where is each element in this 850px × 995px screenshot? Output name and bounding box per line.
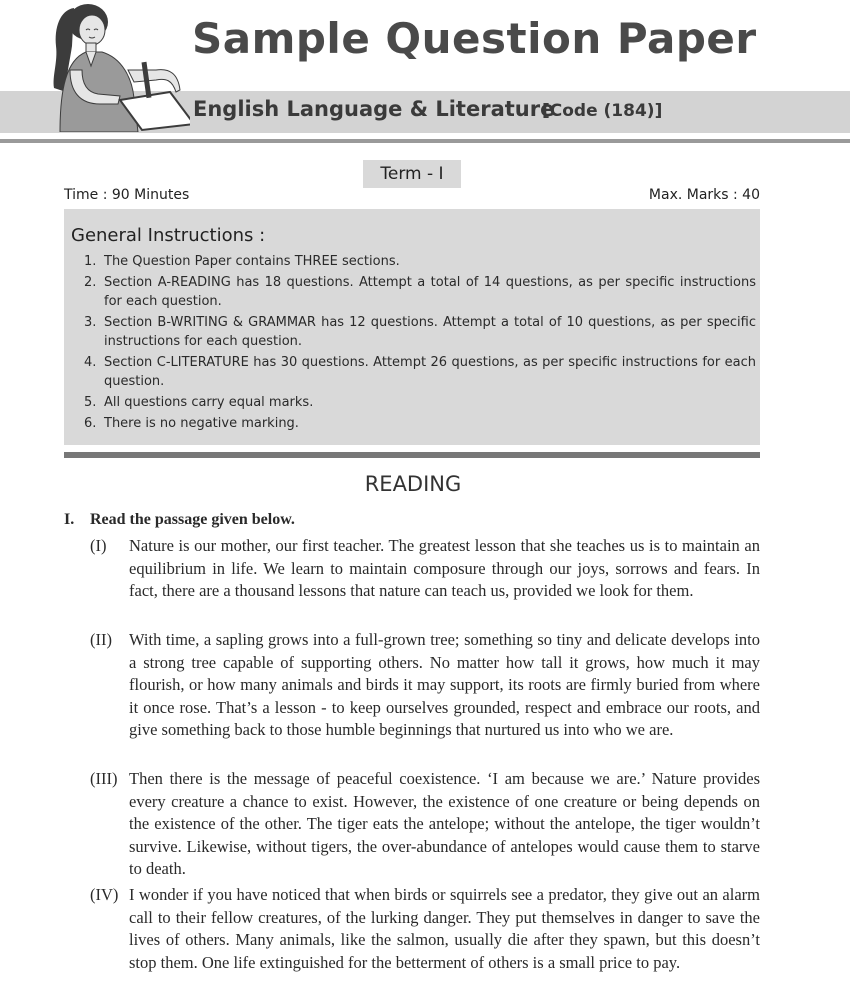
passage-paragraph xyxy=(90,768,760,881)
section-heading-reading: READING xyxy=(364,472,462,496)
paragraph-number: (I) xyxy=(90,536,107,555)
paragraph-number: (IV) xyxy=(90,885,119,904)
max-marks: Max. Marks : 40 xyxy=(648,187,760,203)
paragraph-text: Nature is our mother, our first teacher. The greatest lesson that she teaches us is to maintain an equilibrium in life. We learn to maintain composure through our joys, sorrows and fears. In fact, there are a thousand lessons that nature can teach us, provided we look for them. xyxy=(129,536,760,601)
instruction-item xyxy=(64,414,756,433)
paragraph-number: (III) xyxy=(90,769,118,788)
section-divider xyxy=(64,452,760,458)
instructions-heading: General Instructions : xyxy=(71,225,266,246)
paragraph-text: With time, a sapling grows into a full-grown tree; something so tiny and delicate develops into a strong tree capable of supporting others. No matter how tall it grows, how much it may flourish, or how many animals and birds it may support, its roots are firmly buried from where it once rose. That’s a lesson - to keep ourselves grounded, respect and embrace our roots, and give something back to those humble beginnings that nurtured us into who we are. xyxy=(129,630,760,740)
instruction-item xyxy=(64,353,756,391)
paragraph-text: I wonder if you have noticed that when birds or squirrels see a predator, they give out an alarm call to their fellow creatures, of the lurking danger. They put themselves in danger to save the lives of others. Many animals, like the salmon, usually die after they spawn, but this doesn’t stop them. One life extinguished for the betterment of others is a small price to pay. xyxy=(129,885,760,972)
instruction-number: 3. xyxy=(84,315,97,330)
instruction-text: Section A-READING has 18 questions. Attempt a total of 14 questions, as per specific instructions for each question. xyxy=(104,275,756,309)
instruction-text: All questions carry equal marks. xyxy=(104,395,314,410)
time-allowed: Time : 90 Minutes xyxy=(64,187,190,203)
page-title: Sample Question Paper xyxy=(192,14,757,63)
subject-code: [Code (184)] xyxy=(542,101,663,121)
paragraph-text: Then there is the message of peaceful coexistence. ‘I am because we are.’ Nature provides every creature a chance to exist. However, the existence of one creature or being depends on the existence of the other. The tiger eats the antelope; without the antelope, the tiger wouldn’t survive. Likewise, without tigers, the over-abundance of antelopes would cause them to starve to death. xyxy=(129,769,760,879)
instruction-text: There is no negative marking. xyxy=(104,416,299,431)
passage-paragraph xyxy=(90,629,760,742)
instruction-text: The Question Paper contains THREE sections. xyxy=(104,254,400,269)
instruction-item xyxy=(64,313,756,351)
instruction-number: 4. xyxy=(84,355,97,370)
student-writing-illustration xyxy=(30,0,190,132)
instruction-number: 2. xyxy=(84,275,97,290)
passage-paragraph xyxy=(90,535,760,603)
question-number: I. xyxy=(64,511,75,528)
subject-title: English Language & Literature xyxy=(193,97,555,121)
term-badge: Term - I xyxy=(363,160,461,188)
instruction-item xyxy=(64,273,756,311)
general-instructions-box xyxy=(64,209,760,445)
instruction-number: 5. xyxy=(84,395,97,410)
instruction-text: Section C-LITERATURE has 30 questions. Attempt 26 questions, as per specific instructions for each question. xyxy=(104,355,756,389)
paragraph-number: (II) xyxy=(90,630,112,649)
instruction-number: 6. xyxy=(84,416,97,431)
instructions-list xyxy=(64,252,756,435)
passage-paragraph xyxy=(90,884,760,974)
instruction-item xyxy=(64,252,756,271)
question-prompt: Read the passage given below. xyxy=(90,511,295,528)
instruction-text: Section B-WRITING & GRAMMAR has 12 questions. Attempt a total of 10 questions, as per specific instructions for each question. xyxy=(104,315,756,349)
header-divider xyxy=(0,139,850,143)
instruction-item xyxy=(64,393,756,412)
instruction-number: 1. xyxy=(84,254,97,269)
